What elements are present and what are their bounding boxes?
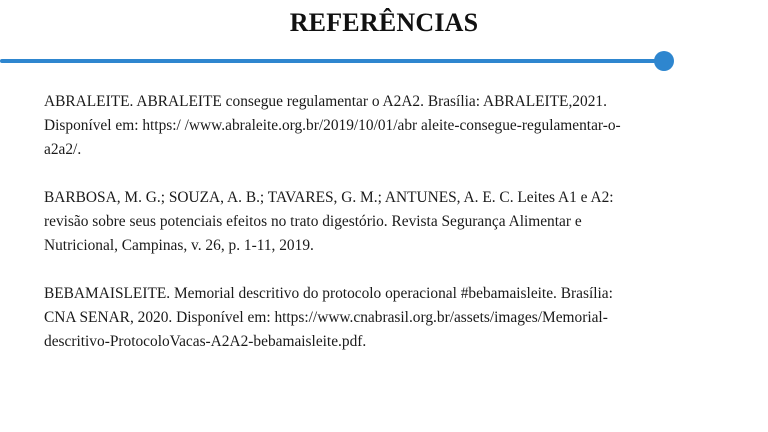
- reference-line: a2a2/.: [44, 141, 82, 158]
- page-title: REFERÊNCIAS: [289, 8, 479, 37]
- reference-line: descritivo-ProtocoloVacas-A2A2-bebamaisleite.pdf.: [44, 333, 367, 350]
- title-divider-line: [0, 59, 662, 63]
- reference-item: [44, 186, 724, 258]
- reference-line: Disponível em: https:/ /www.abraleite.org.br/2019/10/01/abr aleite-consegue-regulamentar-o-: [44, 117, 621, 134]
- reference-item: [44, 90, 724, 162]
- references-list: [44, 90, 724, 378]
- reference-line: Nutricional, Campinas, v. 26, p. 1-11, 2019.: [44, 237, 314, 254]
- reference-line: BARBOSA, M. G.; SOUZA, A. B.; TAVARES, G. M.; ANTUNES, A. E. C. Leites A1 e A2:: [44, 189, 614, 206]
- reference-item: [44, 282, 724, 354]
- reference-line: BEBAMAISLEITE. Memorial descritivo do protocolo operacional #bebamaisleite. Brasília:: [44, 285, 613, 302]
- reference-line: CNA SENAR, 2020. Disponível em: https://www.cnabrasil.org.br/assets/images/Memorial-: [44, 309, 608, 326]
- divider-dot: [654, 51, 674, 71]
- reference-line: revisão sobre seus potenciais efeitos no trato digestório. Revista Segurança Alimentar e: [44, 213, 582, 230]
- reference-line: ABRALEITE. ABRALEITE consegue regulamentar o A2A2. Brasília: ABRALEITE,2021.: [44, 93, 607, 110]
